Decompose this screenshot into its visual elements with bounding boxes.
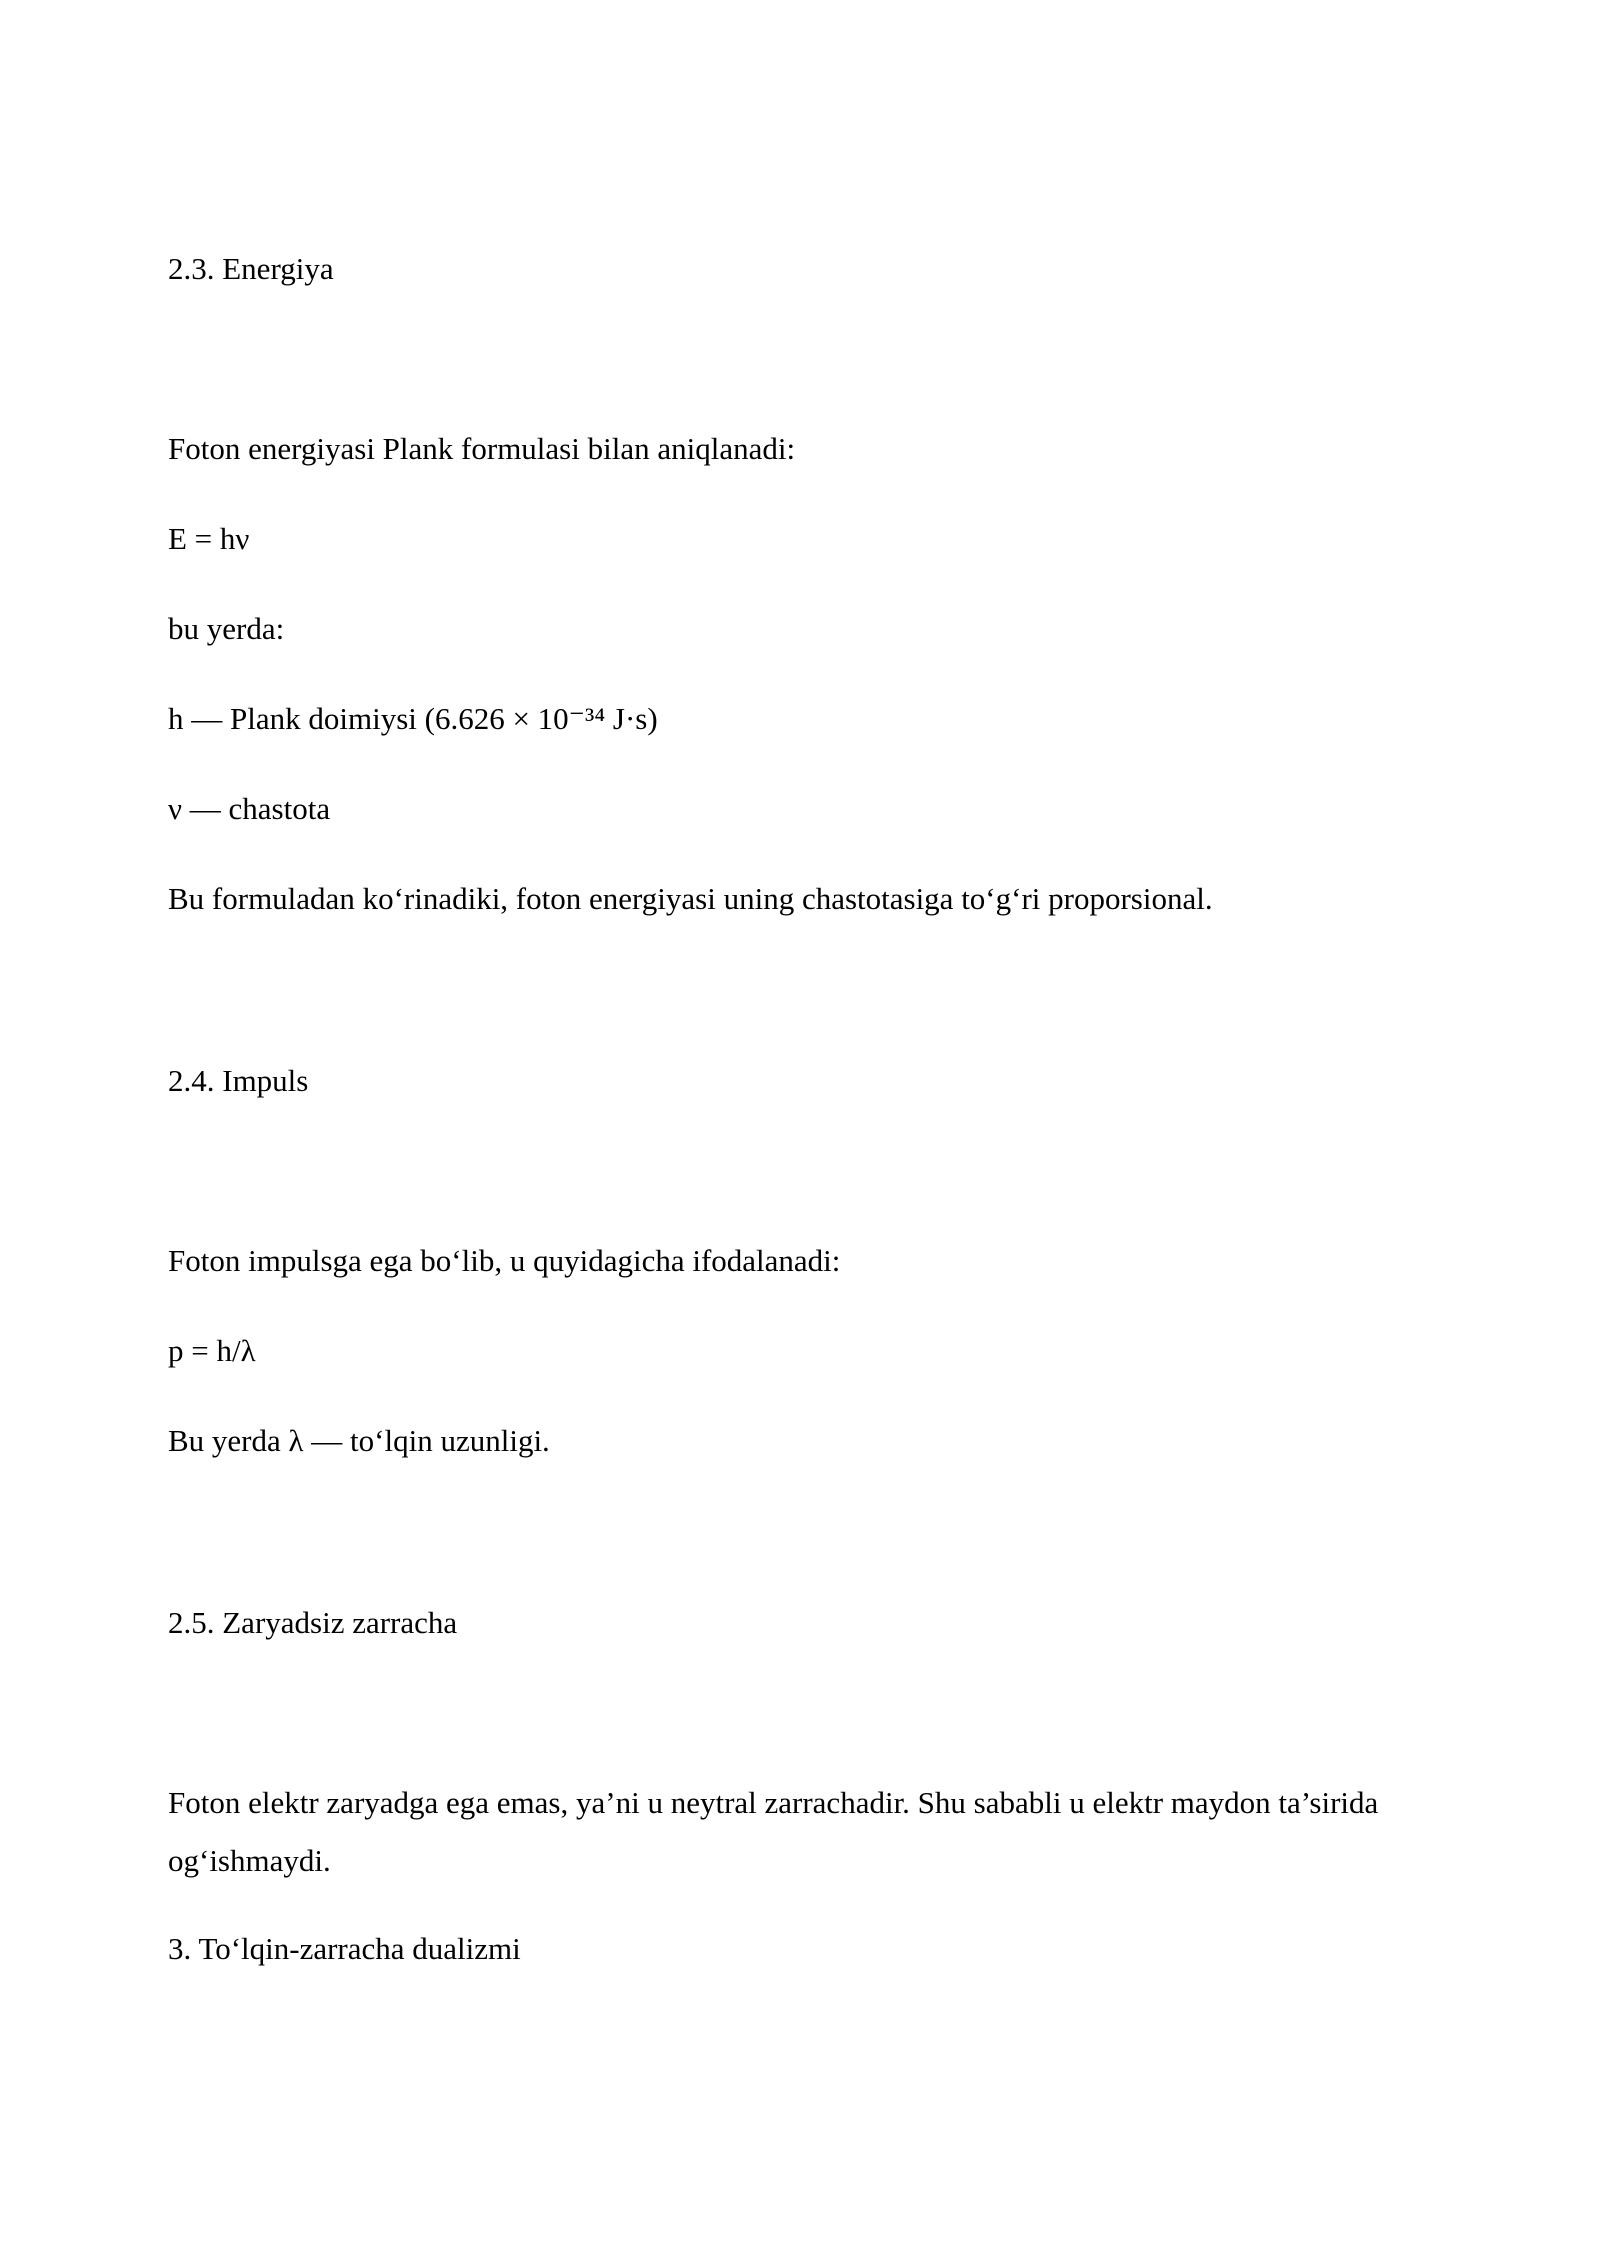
section-heading-energiya: 2.3. Energiya — [168, 251, 334, 286]
section-heading-impuls: 2.4. Impuls — [168, 1063, 309, 1098]
energy-formula: E = hν — [168, 521, 250, 556]
impulse-formula: p = h/λ — [168, 1333, 256, 1368]
energy-conclusion-text: Bu formuladan ko‘rinadiki, foton energiyasi uning chastotasiga to‘g‘ri proporsional. — [168, 881, 1213, 916]
wavelength-note: Bu yerda λ — to‘lqin uzunligi. — [168, 1423, 550, 1458]
energy-intro-text: Foton energiyasi Plank formulasi bilan aniqlanadi: — [168, 431, 796, 466]
frequency-definition: ν — chastota — [168, 791, 331, 826]
section-heading-dualizm: 3. To‘lqin-zarracha dualizmi — [168, 1931, 521, 1966]
planck-constant-definition: h — Plank doimiysi (6.626 × 10⁻³⁴ J·s) — [168, 701, 658, 736]
energy-where-text: bu yerda: — [168, 611, 285, 646]
section-heading-zaryadsiz: 2.5. Zaryadsiz zarracha — [168, 1605, 458, 1640]
neutral-particle-paragraph: Foton elektr zaryadga ega emas, ya’ni u neytral zarrachadir. Shu sababli u elektr maydon ta’sirida og‘ishmaydi. — [168, 1785, 1379, 1878]
impulse-intro-text: Foton impulsga ega bo‘lib, u quyidagicha ifodalanadi: — [168, 1243, 841, 1278]
